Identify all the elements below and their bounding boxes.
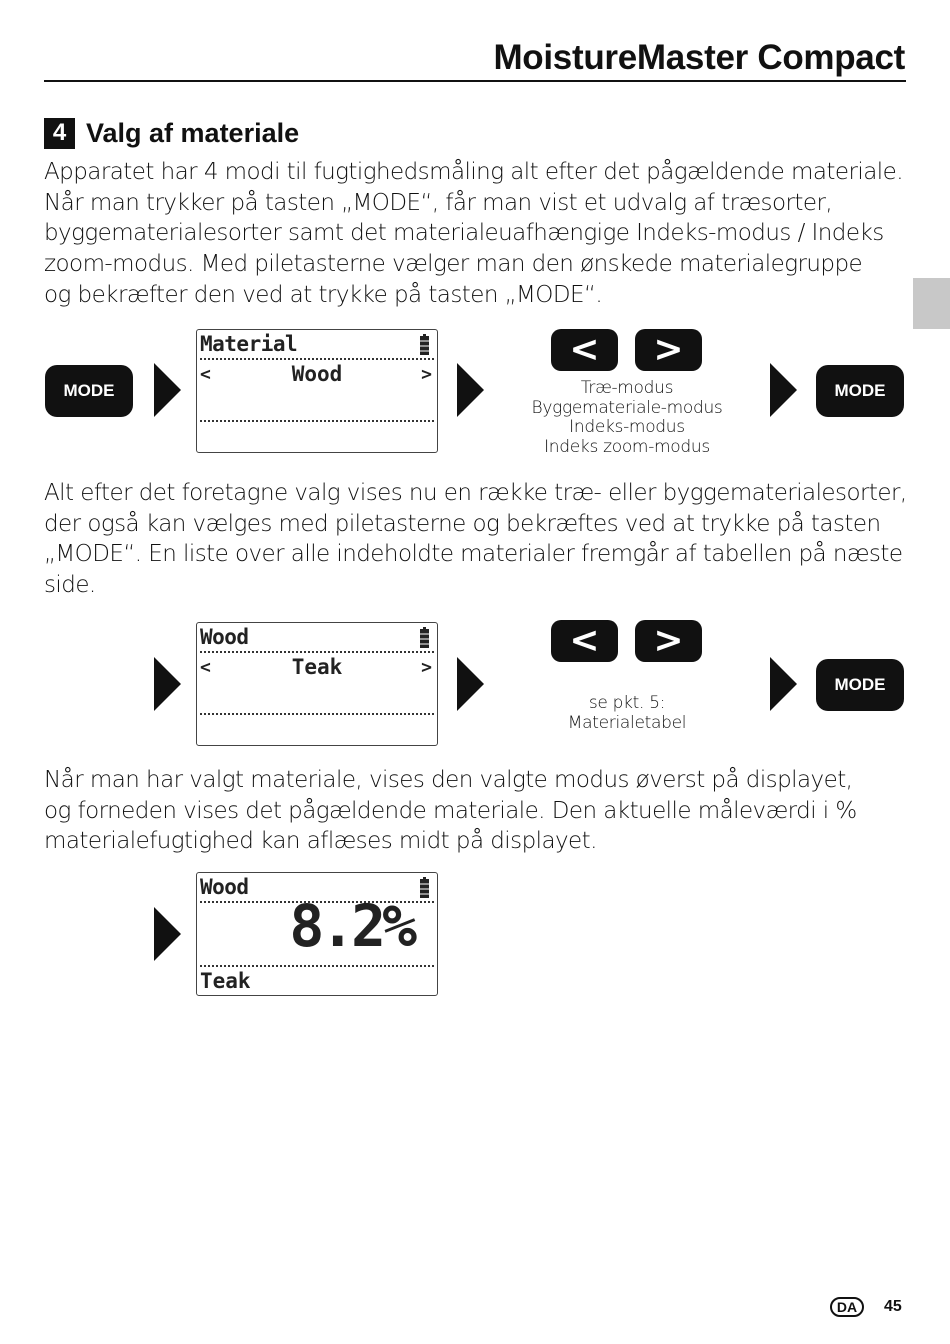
- lcd-separator: [200, 651, 434, 653]
- arrow-right-icon: [770, 657, 797, 711]
- lcd-arrow-right: >: [421, 364, 432, 385]
- text-line: Apparatet har 4 modi til fugtighedsmåling alt efter det pågældende materiale.: [44, 159, 903, 185]
- right-arrow-key[interactable]: >: [635, 329, 702, 371]
- left-arrow-key[interactable]: <: [551, 620, 618, 662]
- caption-line: Indeks-modus: [569, 417, 685, 437]
- lcd-arrow-left: <: [200, 657, 211, 678]
- text-line: byggematerialesorter samt det materialeuafhængige Indeks-modus / Indeks: [44, 220, 884, 247]
- mode-list-caption: [507, 379, 747, 457]
- lcd-separator: [200, 420, 434, 422]
- page-number: 45: [884, 1298, 902, 1315]
- mode-button[interactable]: MODE: [45, 365, 133, 417]
- lcd-separator: [200, 965, 434, 967]
- text-line: side.: [44, 572, 96, 599]
- section-number: 4: [44, 118, 75, 149]
- text-line: der også kan vælges med piletasterne og bekræftes ved at trykke på tasten: [44, 510, 881, 537]
- arrow-right-icon: [457, 657, 484, 711]
- intro-paragraph: [44, 157, 914, 311]
- left-arrow-key[interactable]: <: [551, 329, 618, 371]
- language-badge: DA: [830, 1297, 864, 1317]
- section-title: Valg af materiale: [86, 117, 300, 148]
- text-line: Når man har valgt materiale, vises den valgte modus øverst på displayet,: [44, 767, 853, 793]
- arrow-right-icon: [154, 907, 181, 961]
- selection-paragraph: [44, 478, 914, 601]
- caption-line: Materialetabel: [567, 712, 687, 733]
- caption-line: se pkt. 5:: [588, 693, 666, 713]
- side-thumb-tab: [913, 278, 950, 329]
- arrow-right-icon: [770, 363, 797, 417]
- text-line: zoom-modus. Med piletasterne vælger man den ønskede materialegruppe: [44, 251, 863, 278]
- document-title: MoistureMaster Compact: [493, 38, 905, 77]
- lcd-top-label: Wood: [200, 625, 249, 649]
- battery-icon: [420, 334, 429, 355]
- caption-line: Indeks zoom-modus: [544, 436, 710, 457]
- arrow-right-icon: [154, 657, 181, 711]
- battery-icon: [420, 627, 429, 648]
- lcd-arrow-left: <: [200, 364, 211, 385]
- text-line: materialefugtighed kan aflæses midt på displayet.: [44, 828, 597, 855]
- lcd-top-label: Wood: [200, 875, 249, 899]
- battery-icon: [420, 877, 429, 898]
- lcd-top-label: Material: [200, 332, 298, 356]
- lcd-display-reading: [196, 872, 438, 996]
- caption-line: Træ-modus: [580, 378, 674, 398]
- lcd-display-material: [196, 329, 438, 453]
- text-line: og bekræfter den ved at trykke på tasten „MODE“.: [44, 281, 603, 308]
- lcd-moisture-reading: 8.2%: [289, 892, 413, 960]
- mode-button[interactable]: MODE: [816, 365, 904, 417]
- lcd-separator: [200, 713, 434, 715]
- arrow-right-icon: [154, 363, 181, 417]
- lcd-selection: Wood: [291, 362, 343, 386]
- mode-button[interactable]: MODE: [816, 659, 904, 711]
- caption-line: Byggemateriale-modus: [531, 397, 723, 418]
- table-reference-caption: [507, 694, 747, 733]
- arrow-right-icon: [457, 363, 484, 417]
- text-line: og forneden vises det pågældende materiale. Den aktuelle måleværdi i %: [44, 797, 857, 824]
- lcd-separator: [200, 358, 434, 360]
- text-line: Når man trykker på tasten „MODE“, får man vist et udvalg af træsorter,: [44, 189, 833, 216]
- result-paragraph: [44, 765, 914, 857]
- lcd-selection: Teak: [291, 655, 343, 679]
- text-line: „MODE“. En liste over alle indeholdte materialer fremgår af tabellen på næste: [44, 541, 903, 568]
- right-arrow-key[interactable]: >: [635, 620, 702, 662]
- text-line: Alt efter det foretagne valg vises nu en række træ- eller byggematerialesorter,: [44, 480, 907, 506]
- section-heading: [44, 116, 299, 150]
- lcd-display-wood: [196, 622, 438, 746]
- header-rule: [44, 80, 906, 82]
- lcd-bottom-label: Teak: [200, 969, 251, 993]
- lcd-arrow-right: >: [421, 657, 432, 678]
